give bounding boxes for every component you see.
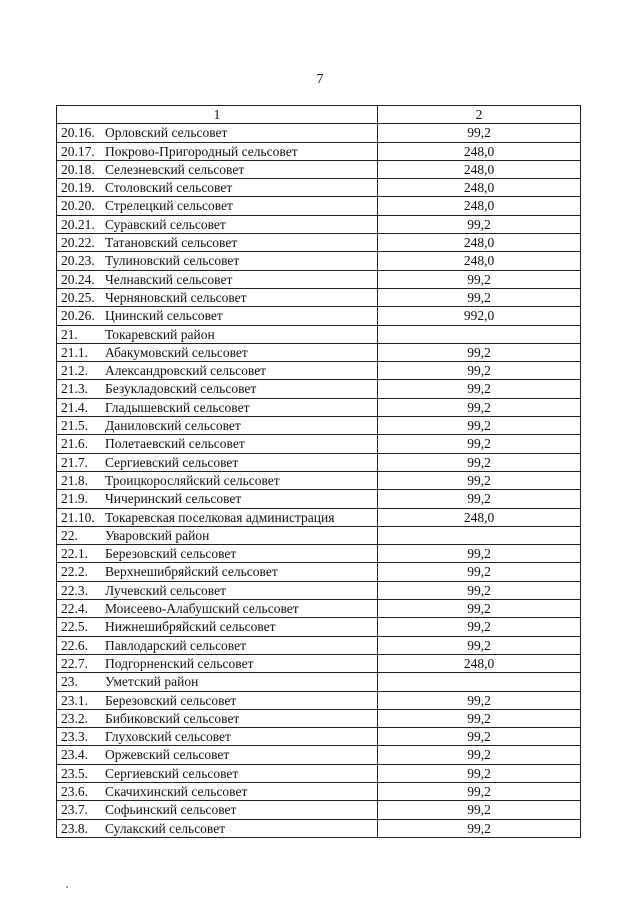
row-name-cell	[57, 673, 378, 691]
table-row	[57, 691, 581, 709]
row-number: 21.8.	[61, 472, 88, 488]
row-name: Бибиковский сельсовет	[105, 710, 240, 726]
row-number: 22.5.	[61, 619, 88, 635]
row-name: Подгорненский сельсовет	[105, 655, 254, 671]
row-name: Уваровский район	[105, 527, 210, 543]
row-value: 99,2	[378, 636, 581, 654]
table-row	[57, 545, 581, 563]
row-name: Скачихинский сельсовет	[105, 783, 248, 799]
row-name-cell	[57, 526, 378, 544]
row-number: 20.21.	[61, 216, 95, 232]
row-name: Токаревский район	[105, 326, 215, 342]
table-row	[57, 417, 581, 435]
row-number: 23.	[61, 674, 78, 690]
row-number: 23.2.	[61, 710, 88, 726]
table-row	[57, 746, 581, 764]
table-row	[57, 764, 581, 782]
row-value: 99,2	[378, 270, 581, 288]
row-name: Березовский сельсовет	[105, 692, 237, 708]
row-name-cell	[57, 252, 378, 270]
data-table	[56, 105, 581, 838]
row-name-cell	[57, 618, 378, 636]
column-header-1: 1	[57, 106, 378, 124]
row-value: 99,2	[378, 801, 581, 819]
row-name: Сулакский сельсовет	[105, 820, 226, 836]
row-name-cell	[57, 160, 378, 178]
row-value: 99,2	[378, 600, 581, 618]
row-value: 99,2	[378, 435, 581, 453]
row-name-cell	[57, 417, 378, 435]
row-value: 99,2	[378, 782, 581, 800]
row-number: 20.25.	[61, 289, 95, 305]
table-row	[57, 801, 581, 819]
row-name-cell	[57, 288, 378, 306]
row-name-cell	[57, 453, 378, 471]
row-number: 21.3.	[61, 381, 88, 397]
row-number: 20.20.	[61, 198, 95, 214]
row-name: Гладышевский сельсовет	[105, 399, 250, 415]
table-row	[57, 709, 581, 727]
row-value: 99,2	[378, 380, 581, 398]
page-number: 7	[316, 72, 324, 87]
row-value: 248,0	[378, 197, 581, 215]
row-value: 99,2	[378, 618, 581, 636]
row-value: 248,0	[378, 234, 581, 252]
table-row	[57, 197, 581, 215]
row-value: 99,2	[378, 581, 581, 599]
row-name-cell	[57, 636, 378, 654]
row-value: 248,0	[378, 654, 581, 672]
row-number: 21.9.	[61, 491, 88, 507]
row-name: Столовский сельсовет	[105, 180, 233, 196]
row-name-cell	[57, 270, 378, 288]
row-number: 21.2.	[61, 363, 88, 379]
row-number: 20.26.	[61, 308, 95, 324]
row-name: Сергиевский сельсовет	[105, 765, 239, 781]
row-value	[378, 673, 581, 691]
row-name-cell	[57, 215, 378, 233]
row-name-cell	[57, 728, 378, 746]
row-name: Абакумовский сельсовет	[105, 344, 248, 360]
table-row	[57, 471, 581, 489]
table-row	[57, 673, 581, 691]
row-name: Черняновский сельсовет	[105, 289, 247, 305]
row-number: 20.18.	[61, 161, 95, 177]
row-number: 21.	[61, 326, 78, 342]
row-name-cell	[57, 124, 378, 142]
row-value: 248,0	[378, 142, 581, 160]
row-name: Селезневский сельсовет	[105, 161, 245, 177]
row-number: 22.	[61, 527, 78, 543]
table-row	[57, 490, 581, 508]
row-name: Павлодарский сельсовет	[105, 637, 246, 653]
row-value: 99,2	[378, 215, 581, 233]
row-name-cell	[57, 801, 378, 819]
row-name-cell	[57, 545, 378, 563]
row-name-cell	[57, 343, 378, 361]
scan-speck	[66, 886, 68, 888]
row-name: Даниловский сельсовет	[105, 418, 241, 434]
table-row	[57, 636, 581, 654]
row-number: 23.8.	[61, 820, 88, 836]
row-number: 22.1.	[61, 546, 88, 562]
row-name-cell	[57, 197, 378, 215]
row-number: 20.17.	[61, 143, 95, 159]
row-name: Тулиновский сельсовет	[105, 253, 240, 269]
row-name-cell	[57, 709, 378, 727]
row-name: Моисеево-Алабушский сельсовет	[105, 601, 299, 617]
row-name: Орловский сельсовет	[105, 125, 228, 141]
table-row	[57, 215, 581, 233]
row-number: 20.22.	[61, 235, 95, 251]
table-row	[57, 435, 581, 453]
row-name-cell	[57, 782, 378, 800]
table-row	[57, 380, 581, 398]
row-name-cell	[57, 307, 378, 325]
table-row	[57, 179, 581, 197]
row-number: 23.4.	[61, 747, 88, 763]
row-number: 22.4.	[61, 601, 88, 617]
row-number: 20.24.	[61, 271, 95, 287]
row-name: Верхнешибряйский сельсовет	[105, 564, 278, 580]
row-name-cell	[57, 380, 378, 398]
row-name-cell	[57, 142, 378, 160]
row-value: 99,2	[378, 728, 581, 746]
row-name-cell	[57, 435, 378, 453]
row-name-cell	[57, 563, 378, 581]
row-name-cell	[57, 362, 378, 380]
table-row	[57, 526, 581, 544]
row-value: 99,2	[378, 563, 581, 581]
row-value: 99,2	[378, 343, 581, 361]
table-row	[57, 819, 581, 837]
row-number: 21.5.	[61, 418, 88, 434]
table-row	[57, 142, 581, 160]
row-name: Софьинский сельсовет	[105, 802, 237, 818]
row-value: 99,2	[378, 453, 581, 471]
row-number: 22.6.	[61, 637, 88, 653]
row-name: Нижнешибряйский сельсовет	[105, 619, 276, 635]
row-value: 99,2	[378, 362, 581, 380]
row-number: 20.19.	[61, 180, 95, 196]
row-value: 99,2	[378, 709, 581, 727]
row-name: Чичеринский сельсовет	[105, 491, 242, 507]
row-name: Уметский район	[105, 674, 199, 690]
row-name-cell	[57, 325, 378, 343]
row-value: 99,2	[378, 490, 581, 508]
table-row	[57, 362, 581, 380]
row-number: 23.6.	[61, 783, 88, 799]
row-name-cell	[57, 471, 378, 489]
row-name: Глуховский сельсовет	[105, 729, 231, 745]
row-name: Троицкоросляйский сельсовет	[105, 472, 280, 488]
row-value	[378, 526, 581, 544]
table-row	[57, 234, 581, 252]
row-number: 22.7.	[61, 655, 88, 671]
table-row	[57, 654, 581, 672]
row-value: 99,2	[378, 764, 581, 782]
row-name: Полетаевский сельсовет	[105, 436, 245, 452]
row-value: 992,0	[378, 307, 581, 325]
row-name-cell	[57, 234, 378, 252]
row-value: 99,2	[378, 691, 581, 709]
row-number: 21.7.	[61, 454, 88, 470]
table-row	[57, 581, 581, 599]
row-name: Татановский сельсовет	[105, 235, 238, 251]
row-value: 248,0	[378, 508, 581, 526]
row-value: 99,2	[378, 417, 581, 435]
table-row	[57, 343, 581, 361]
row-number: 22.3.	[61, 582, 88, 598]
row-name-cell	[57, 819, 378, 837]
table-row	[57, 288, 581, 306]
row-number: 22.2.	[61, 564, 88, 580]
row-name-cell	[57, 490, 378, 508]
row-name: Челнавский сельсовет	[105, 271, 233, 287]
row-name-cell	[57, 691, 378, 709]
row-value: 99,2	[378, 288, 581, 306]
row-value: 248,0	[378, 160, 581, 178]
row-value: 99,2	[378, 398, 581, 416]
row-name: Сергиевский сельсовет	[105, 454, 239, 470]
row-number: 21.1.	[61, 344, 88, 360]
table-body	[57, 124, 581, 838]
table-row	[57, 618, 581, 636]
row-value: 99,2	[378, 545, 581, 563]
table-row	[57, 563, 581, 581]
column-header-2: 2	[378, 106, 581, 124]
row-value: 99,2	[378, 471, 581, 489]
table-row	[57, 728, 581, 746]
table-row	[57, 252, 581, 270]
table-row	[57, 124, 581, 142]
row-number: 23.7.	[61, 802, 88, 818]
table-row	[57, 398, 581, 416]
row-name-cell	[57, 600, 378, 618]
table-row	[57, 508, 581, 526]
row-name-cell	[57, 398, 378, 416]
row-name: Покрово-Пригородный сельсовет	[105, 143, 298, 159]
table-row	[57, 270, 581, 288]
row-name: Безукладовский сельсовет	[105, 381, 257, 397]
table-row	[57, 453, 581, 471]
row-name-cell	[57, 654, 378, 672]
row-name: Цнинский сельсовет	[105, 308, 223, 324]
row-name-cell	[57, 179, 378, 197]
row-value: 99,2	[378, 124, 581, 142]
row-value: 248,0	[378, 179, 581, 197]
table-row	[57, 307, 581, 325]
row-name: Березовский сельсовет	[105, 546, 237, 562]
row-name-cell	[57, 764, 378, 782]
row-name: Лучевский сельсовет	[105, 582, 226, 598]
row-name: Александровский сельсовет	[105, 363, 267, 379]
table-header-row	[57, 106, 581, 124]
row-value: 99,2	[378, 746, 581, 764]
row-number: 21.6.	[61, 436, 88, 452]
row-number: 20.16.	[61, 125, 95, 141]
row-number: 21.4.	[61, 399, 88, 415]
row-value: 248,0	[378, 252, 581, 270]
row-name: Суравский сельсовет	[105, 216, 226, 232]
row-value: 99,2	[378, 819, 581, 837]
row-name-cell	[57, 746, 378, 764]
row-number: 23.1.	[61, 692, 88, 708]
table-row	[57, 782, 581, 800]
row-number: 20.23.	[61, 253, 95, 269]
table-row	[57, 600, 581, 618]
row-name-cell	[57, 508, 378, 526]
row-value	[378, 325, 581, 343]
table-row	[57, 325, 581, 343]
row-number: 23.3.	[61, 729, 88, 745]
row-name: Стрелецкий сельсовет	[105, 198, 233, 214]
row-number: 21.10.	[61, 509, 95, 525]
table-row	[57, 160, 581, 178]
row-name-cell	[57, 581, 378, 599]
row-name: Токаревская поселковая администрация	[105, 509, 335, 525]
row-number: 23.5.	[61, 765, 88, 781]
row-name: Оржевский сельсовет	[105, 747, 230, 763]
